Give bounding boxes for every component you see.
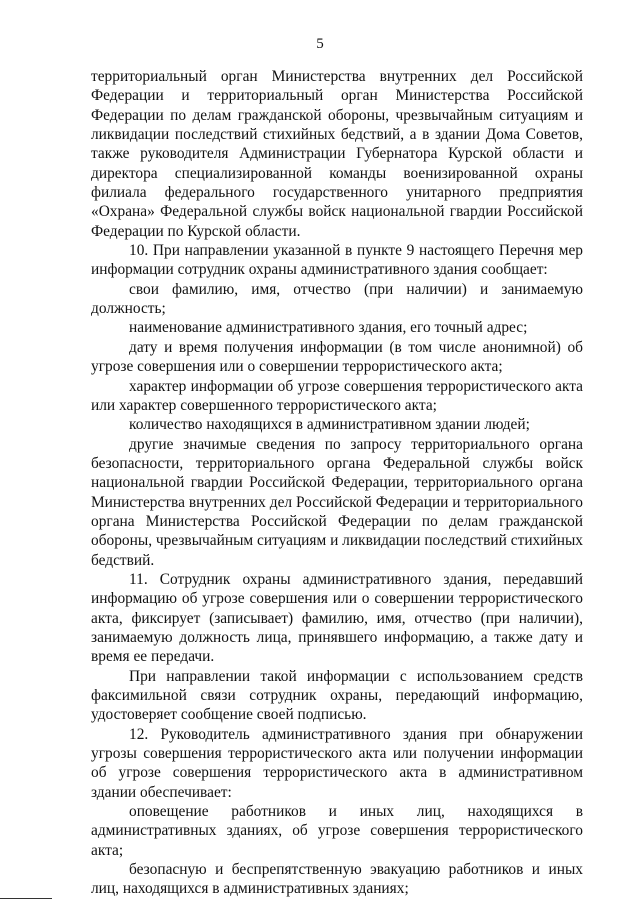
- page-number: 5: [316, 36, 324, 52]
- paragraph-5: дату и время получения информации (в том числе анонимной) об угрозе совершения или о совершении террористического акта;: [91, 338, 583, 376]
- paragraph-2: 10. При направлении указанной в пункте 9 настоящего Перечня мер информации сотрудник охраны административного здания сообщает:: [91, 242, 583, 279]
- paragraph-1: территориальный орган Министерства внутренних дел Российской Федерации и территориальный орган Министерства Российской Федерации по делам гражданской обороны, чрезвычайным ситуациям и ликвидации последствий стихийных бедствий, а в здании Дома Советов, также руководителя Администрации Губернатора Курской области и директора специализированной команды военизированной охраны филиала федерального государственного унитарного предприятия «Охрана» Федеральной службы войск национальной гвардии Российской Федерации по Курской области.: [91, 68, 583, 240]
- paragraph-11: 12. Руководитель административного здания при обнаружении угрозы совершения террористического акта или получении информации об угрозе совершения террористического акта в административном здании обеспечивает:: [91, 725, 583, 801]
- paragraph-4: наименование административного здания, его точный адрес;: [129, 319, 528, 337]
- paragraph-8: другие значимые сведения по запросу территориального органа безопасности, территориального органа Федеральной службы войск национальной гвардии Российской Федерации, территориального органа Министерства внутренних дел Российской Федерации и территориального органа Министерства Российской Федерации по делам гражданской обороны, чрезвычайным ситуациям и ликвидации последствий стихийных бедствий.: [91, 435, 583, 569]
- paragraph-13: безопасную и беспрепятственную эвакуацию работников и иных лиц, находящихся в административных зданиях;: [91, 861, 583, 898]
- paragraph-10: При направлении такой информации с использованием средств факсимильной связи сотрудник охраны, передающий информацию, удостоверяет сообщение своей подписью.: [91, 667, 583, 724]
- paragraph-12: оповещение работников и иных лиц, находящихся в административных зданиях, об угрозе совершения террористического акта;: [91, 803, 583, 859]
- paragraph-7: количество находящихся в административном здании людей;: [129, 416, 530, 434]
- body-text: [91, 67, 583, 899]
- footer-rule: [0, 898, 52, 899]
- paragraph-6: характер информации об угрозе совершения террористического акта или характер совершенного террористического акта;: [91, 377, 583, 414]
- paragraph-3: свои фамилию, имя, отчество (при наличии) и занимаемую должность;: [91, 280, 583, 318]
- paragraph-9: 11. Сотрудник охраны административного здания, передавший информацию об угрозе совершения или о совершении террористического акта, фиксирует (записывает) фамилию, имя, отчество (при наличии), занимаемую должность лица, принявшего информацию, а также дату и время ее передачи.: [91, 570, 583, 666]
